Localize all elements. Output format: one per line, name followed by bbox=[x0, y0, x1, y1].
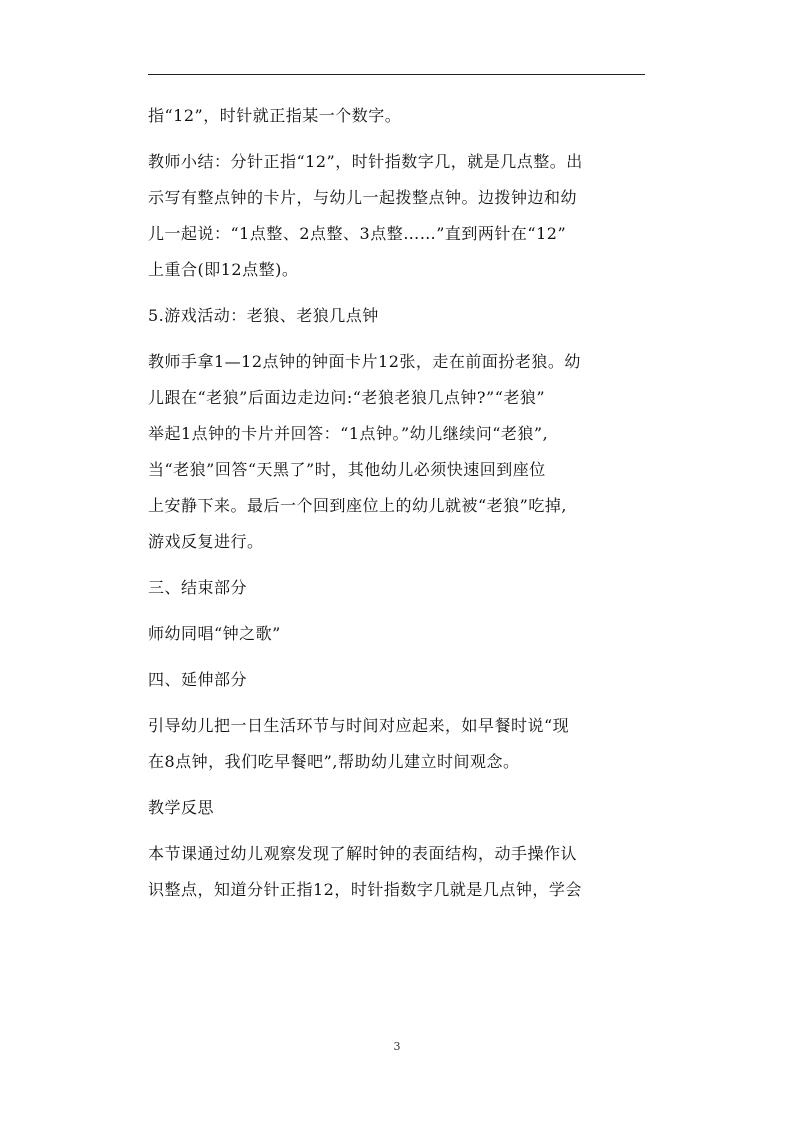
text-line: 儿跟在“老狼”后面边走边问:“老狼老狼几点钟?”“老狼” bbox=[148, 388, 546, 407]
text-line: 师幼同唱“钟之歌” bbox=[148, 624, 281, 643]
text-line: 游戏反复进行。 bbox=[148, 532, 264, 551]
section-heading-game bbox=[148, 298, 648, 334]
text-line: 四、延伸部分 bbox=[148, 670, 248, 689]
text-line: 引导幼儿把一日生活环节与时间对应起来，如早餐时说“现 bbox=[148, 716, 570, 735]
document-body bbox=[148, 98, 648, 918]
paragraph-8 bbox=[148, 708, 648, 780]
text-line: 指“12”，时针就正指某一个数字。 bbox=[148, 106, 402, 125]
text-line: 当“老狼”回答“天黑了”时，其他幼儿必须快速回到座位 bbox=[148, 460, 546, 479]
text-line: 教师小结：分针正指“12”，时针指数字几，就是几点整。出 bbox=[148, 152, 583, 171]
text-line: 示写有整点钟的卡片，与幼儿一起拨整点钟。边拨钟边和幼 bbox=[148, 188, 578, 207]
text-line: 5.游戏活动：老狼、老狼几点钟 bbox=[148, 306, 379, 325]
text-line: 本节课通过幼儿观察发现了解时钟的表面结构，动手操作认 bbox=[148, 844, 578, 863]
text-line: 儿一起说：“1点整、2点整、3点整……”直到两针在“12” bbox=[148, 224, 567, 243]
text-line: 举起1点钟的卡片并回答：“1点钟。”幼儿继续问“老狼”, bbox=[148, 424, 549, 443]
paragraph-4 bbox=[148, 344, 648, 560]
section-heading-extension bbox=[148, 662, 648, 698]
paragraph-2 bbox=[148, 144, 648, 288]
text-line: 上重合(即12点整)。 bbox=[148, 260, 299, 279]
header-rule bbox=[148, 74, 645, 75]
text-line: 识整点，知道分针正指12，时针指数字几就是几点钟，学会 bbox=[148, 880, 582, 899]
paragraph-6 bbox=[148, 616, 648, 652]
page-number: 3 bbox=[393, 1040, 401, 1053]
text-line: 教学反思 bbox=[148, 798, 215, 817]
text-line: 上安静下来。最后一个回到座位上的幼儿就被“老狼”吃掉, bbox=[148, 496, 567, 515]
section-heading-reflection bbox=[148, 790, 648, 826]
paragraph-1 bbox=[148, 98, 648, 134]
paragraph-10 bbox=[148, 836, 648, 908]
text-line: 教师手拿1—12点钟的钟面卡片12张，走在前面扮老狼。幼 bbox=[148, 352, 581, 371]
section-heading-ending bbox=[148, 570, 648, 606]
text-line: 三、结束部分 bbox=[148, 578, 248, 597]
text-line: 在8点钟，我们吃早餐吧”,帮助幼儿建立时间观念。 bbox=[148, 752, 520, 771]
